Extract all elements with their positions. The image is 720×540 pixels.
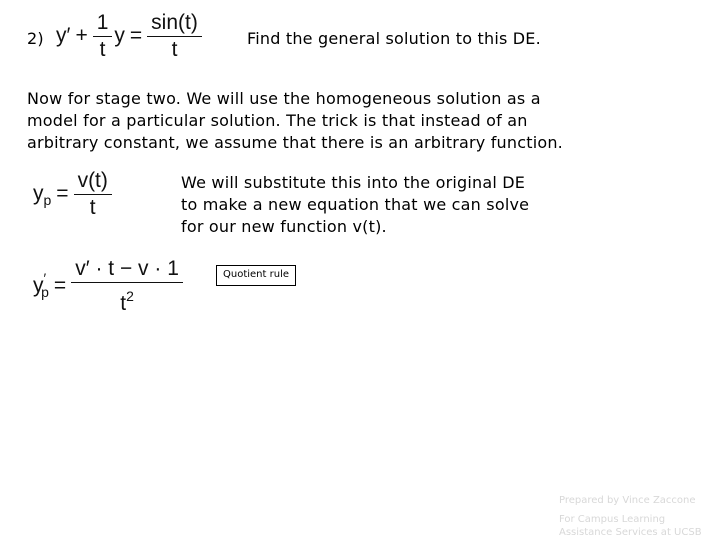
yp-equals: =: [56, 182, 69, 206]
yp-y: y: [33, 182, 44, 206]
ypprime-denominator: [116, 283, 138, 315]
ypprime-equals: =: [53, 274, 67, 298]
de-coefficient-denominator: t: [99, 38, 106, 61]
de-rhs-numerator: sin(t): [151, 11, 198, 34]
ypprime-equation: [33, 258, 183, 315]
substitute-line-2: to make a new equation that we can solve: [181, 195, 530, 214]
quotient-rule-label: Quotient rule: [216, 265, 296, 286]
de-rhs-denominator: t: [171, 38, 178, 61]
yp-fraction: [74, 170, 112, 219]
yp-subscript: p: [43, 192, 52, 209]
de-coefficient-numerator: 1: [96, 11, 109, 34]
de-lhs-yprime: y′: [56, 24, 71, 48]
ypprime-fraction: [71, 258, 183, 315]
ypprime-numerator: v′ · t − v · 1: [75, 257, 179, 280]
ypprime-den-base: t: [120, 292, 127, 315]
intro-line-2: model for a particular solution. The trick is that instead of an: [27, 111, 528, 130]
original-de-equation: [56, 12, 202, 61]
problem-instruction: Find the general solution to this DE.: [247, 29, 541, 48]
footer-campus-learning: For Campus Learning: [559, 514, 666, 525]
substitute-line-3: for our new function v(t).: [181, 217, 387, 236]
intro-line-1: Now for stage two. We will use the homogeneous solution as a: [27, 89, 541, 108]
de-plus: +: [75, 24, 88, 48]
de-coefficient-fraction: [93, 12, 113, 61]
intro-line-3: arbitrary constant, we assume that there is an arbitrary function.: [27, 133, 563, 152]
de-equals: =: [129, 24, 143, 48]
ypprime-prime: ′: [43, 270, 47, 287]
yp-numerator: v(t): [77, 169, 108, 192]
ypprime-den-exponent: 2: [126, 288, 134, 304]
de-rhs-fraction: [147, 12, 202, 61]
ypprime-y: y: [33, 274, 44, 298]
yp-equation: [33, 170, 112, 219]
de-y: y: [114, 24, 125, 48]
footer-assistance-services: Assistance Services at UCSB: [559, 527, 702, 538]
substitute-line-1: We will substitute this into the original DE: [181, 173, 526, 192]
problem-number: 2): [27, 29, 44, 48]
yp-denominator: t: [89, 196, 96, 219]
ypprime-subscript: p: [41, 284, 49, 301]
footer-prepared-by: Prepared by Vince Zaccone: [559, 495, 696, 506]
